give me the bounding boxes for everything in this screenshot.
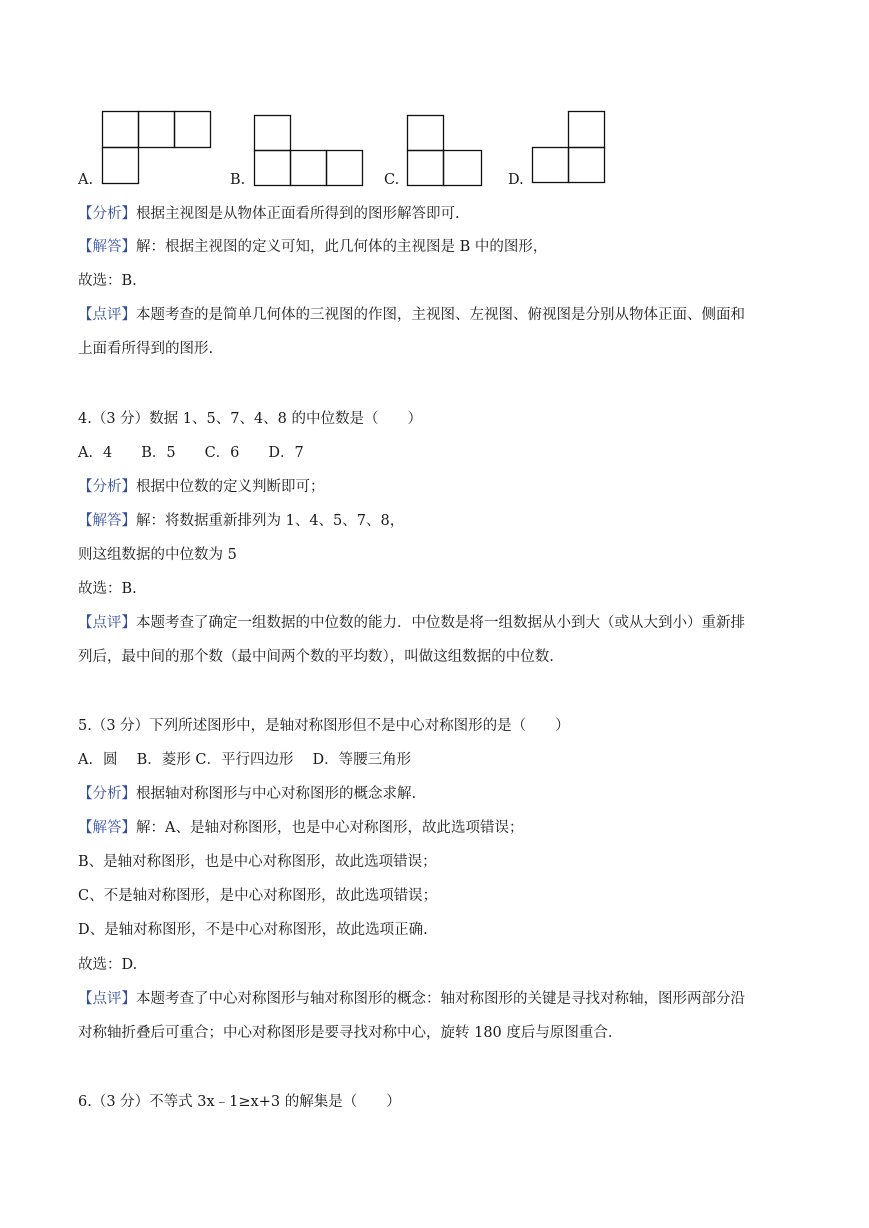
q4-choice: 故选：B. [78,581,137,597]
analysis-tag: 【分析】 [78,786,136,802]
cell [291,151,327,186]
q4-comment [78,613,745,633]
q5-stem: 5.（3 分）下列所述图形中，是轴对称图形但不是中心对称图形的是（ ） [78,718,570,734]
q4-options: A．4 B．5 C．6 D．7 [78,445,304,461]
comment-text: 本题考查了中心对称图形与轴对称图形的概念：轴对称图形的关键是寻找对称轴，图形两部分沿 [136,991,745,1007]
cell [103,148,139,184]
solution-tag: 【解答】 [78,239,136,255]
cell [408,151,444,186]
q3-solution [78,237,547,257]
option-b-figure [254,115,366,187]
q5-choice: 故选：D. [78,957,138,973]
cell [569,112,605,148]
option-d-label: D. [508,172,524,188]
q4-solution-cont: 则这组数据的中位数为 5 [78,547,237,563]
q5-line-d: D、是轴对称图形，不是中心对称图形，故此选项正确. [78,922,428,938]
q5-solution [78,818,523,838]
option-a-figure [102,111,214,185]
q4-solution [78,511,404,531]
solution-text: 解：根据主视图的定义可知，此几何体的主视图是 B 中的图形， [136,239,548,255]
q5-line-b: B、是轴对称图形，也是中心对称图形，故此选项错误； [78,854,437,870]
q5-options: A．圆 B．菱形 C．平行四边形 D．等腰三角形 [78,752,412,768]
cell [255,116,291,151]
comment-text: 本题考查的是简单几何体的三视图的作图，主视图、左视图、俯视图是分别从物体正面、侧面和 [136,307,745,323]
q4-comment-cont: 列后，最中间的那个数（最中间两个数的平均数），叫做这组数据的中位数. [78,649,554,665]
cell [444,151,482,186]
option-d-figure [532,111,608,185]
q5-analysis [78,784,416,804]
comment-tag: 【点评】 [78,615,136,631]
analysis-text: 根据轴对称图形与中心对称图形的概念求解. [136,786,417,802]
cell [255,151,291,186]
cell [408,116,444,151]
q3-analysis [78,204,460,224]
cell [103,112,139,148]
solution-text: 解：将数据重新排列为 1、4、5、7、8， [136,513,405,529]
cell [327,151,363,186]
q4-stem: 4.（3 分）数据 1、5、7、4、8 的中位数是（ ） [78,411,423,427]
comment-tag: 【点评】 [78,991,136,1007]
comment-text: 本题考查了确定一组数据的中位数的能力．中位数是将一组数据从小到大（或从大到小）重新排 [136,615,745,631]
analysis-tag: 【分析】 [78,479,136,495]
analysis-text: 根据中位数的定义判断即可； [136,479,325,495]
solution-tag: 【解答】 [78,820,136,836]
solution-tag: 【解答】 [78,513,136,529]
q3-choice: 故选：B. [78,273,137,289]
cell [569,148,605,183]
option-c-label: C. [384,172,400,188]
cell [175,112,211,148]
option-c-figure [407,115,485,187]
q5-comment [78,989,745,1009]
option-b-label: B. [230,172,246,188]
q3-comment [78,305,745,325]
comment-tag: 【点评】 [78,307,136,323]
q5-comment-cont: 对称轴折叠后可重合；中心对称图形是要寻找对称中心，旋转 180 度后与原图重合. [78,1025,613,1041]
analysis-text: 根据主视图是从物体正面看所得到的图形解答即可. [136,206,460,222]
option-a-label: A. [78,172,94,188]
solution-text: 解：A、是轴对称图形，也是中心对称图形，故此选项错误； [136,820,524,836]
q6-stem: 6.（3 分）不等式 3x﹣1≥x+3 的解集是（ ） [78,1094,401,1110]
q5-line-c: C、不是轴对称图形，是中心对称图形，故此选项错误； [78,888,438,904]
analysis-tag: 【分析】 [78,206,136,222]
q4-analysis [78,477,325,497]
q3-comment-cont: 上面看所得到的图形. [78,341,214,357]
cell [139,112,175,148]
cell [533,148,569,183]
